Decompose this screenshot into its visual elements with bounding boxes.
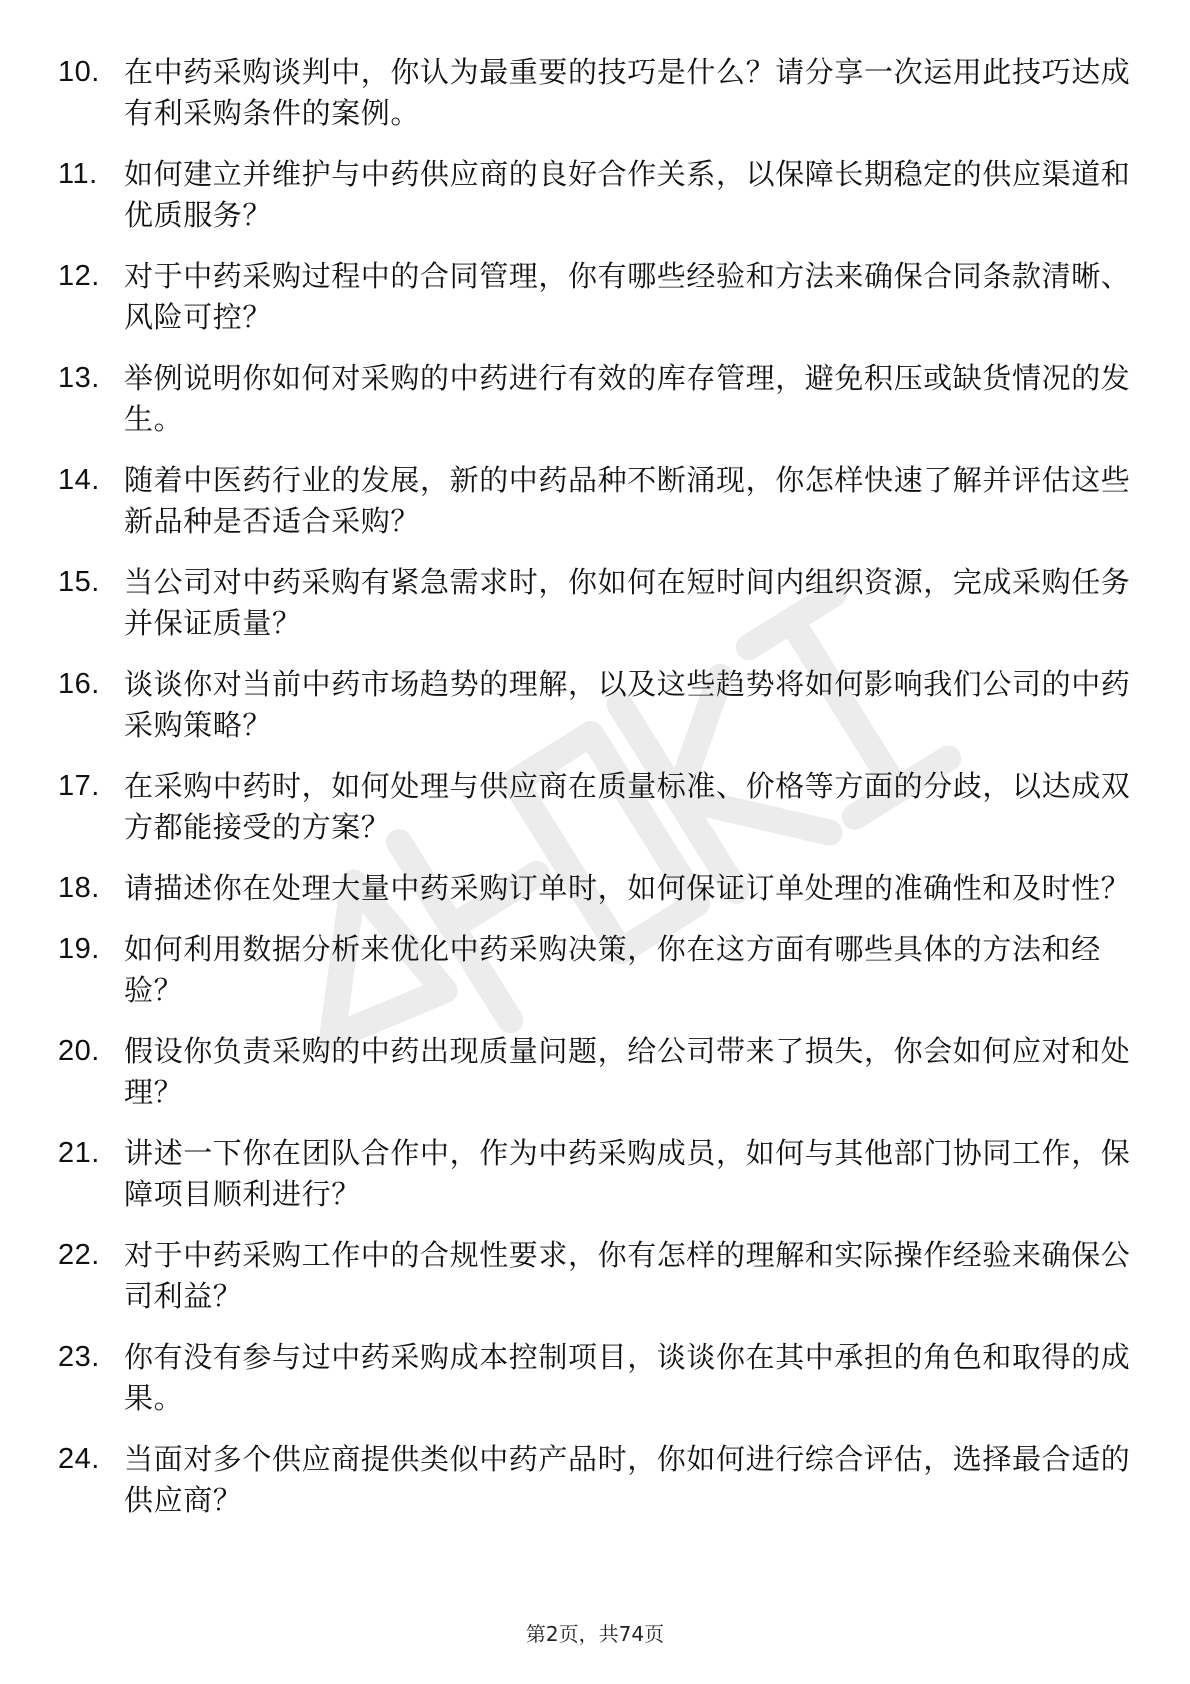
question-text: 随着中医药行业的发展，新的中药品种不断涌现，你怎样快速了解并评估这些新品种是否适合采购？	[124, 463, 1131, 538]
question-item	[58, 1031, 1138, 1113]
question-item	[58, 154, 1138, 236]
question-text: 对于中药采购过程中的合同管理，你有哪些经验和方法来确保合同条款清晰、风险可控？	[124, 259, 1131, 334]
question-number: 23.	[58, 1341, 100, 1373]
question-item	[58, 1235, 1138, 1317]
page-footer	[0, 1620, 1190, 1648]
question-number: 14.	[58, 464, 100, 496]
question-number: 10.	[58, 56, 100, 88]
question-item	[58, 52, 1138, 134]
question-item	[58, 664, 1138, 746]
question-text: 对于中药采购工作中的合规性要求，你有怎样的理解和实际操作经验来确保公司利益？	[124, 1238, 1131, 1313]
question-text: 当面对多个供应商提供类似中药产品时，你如何进行综合评估，选择最合适的供应商？	[124, 1442, 1131, 1517]
question-number: 21.	[58, 1137, 100, 1169]
question-item	[58, 562, 1138, 644]
question-text: 谈谈你对当前中药市场趋势的理解，以及这些趋势将如何影响我们公司的中药采购策略？	[124, 667, 1131, 742]
question-item	[58, 460, 1138, 542]
question-text: 在采购中药时，如何处理与供应商在质量标准、价格等方面的分歧，以达成双方都能接受的方案？	[124, 769, 1131, 844]
question-text: 如何利用数据分析来优化中药采购决策，你在这方面有哪些具体的方法和经验？	[124, 932, 1101, 1007]
question-item	[58, 868, 1138, 909]
page-number-label: 第2页，共74页	[525, 1622, 665, 1646]
question-text: 如何建立并维护与中药供应商的良好合作关系，以保障长期稳定的供应渠道和优质服务？	[124, 157, 1131, 232]
question-text: 讲述一下你在团队合作中，作为中药采购成员，如何与其他部门协同工作，保障项目顺利进行？	[124, 1136, 1131, 1211]
question-number: 12.	[58, 260, 100, 292]
question-item	[58, 358, 1138, 440]
question-text: 假设你负责采购的中药出现质量问题，给公司带来了损失，你会如何应对和处理？	[124, 1034, 1131, 1109]
question-list	[58, 52, 1138, 1541]
question-number: 13.	[58, 362, 100, 394]
question-number: 24.	[58, 1443, 100, 1475]
question-number: 20.	[58, 1035, 100, 1067]
question-number: 15.	[58, 566, 100, 598]
question-item	[58, 929, 1138, 1011]
question-number: 18.	[58, 872, 100, 904]
question-number: 22.	[58, 1239, 100, 1271]
question-text: 请描述你在处理大量中药采购订单时，如何保证订单处理的准确性和及时性？	[124, 871, 1131, 905]
question-text: 举例说明你如何对采购的中药进行有效的库存管理，避免积压或缺货情况的发生。	[124, 361, 1131, 436]
question-item	[58, 1133, 1138, 1215]
question-text: 在中药采购谈判中，你认为最重要的技巧是什么？请分享一次运用此技巧达成有利采购条件的案例。	[124, 55, 1131, 130]
question-text: 你有没有参与过中药采购成本控制项目，谈谈你在其中承担的角色和取得的成果。	[124, 1340, 1131, 1415]
question-number: 19.	[58, 933, 100, 965]
question-item	[58, 256, 1138, 338]
question-item	[58, 1439, 1138, 1521]
question-number: 11.	[58, 158, 98, 190]
question-item	[58, 766, 1138, 848]
question-number: 16.	[58, 668, 100, 700]
question-item	[58, 1337, 1138, 1419]
question-number: 17.	[58, 770, 100, 802]
question-text: 当公司对中药采购有紧急需求时，你如何在短时间内组织资源，完成采购任务并保证质量？	[124, 565, 1131, 640]
